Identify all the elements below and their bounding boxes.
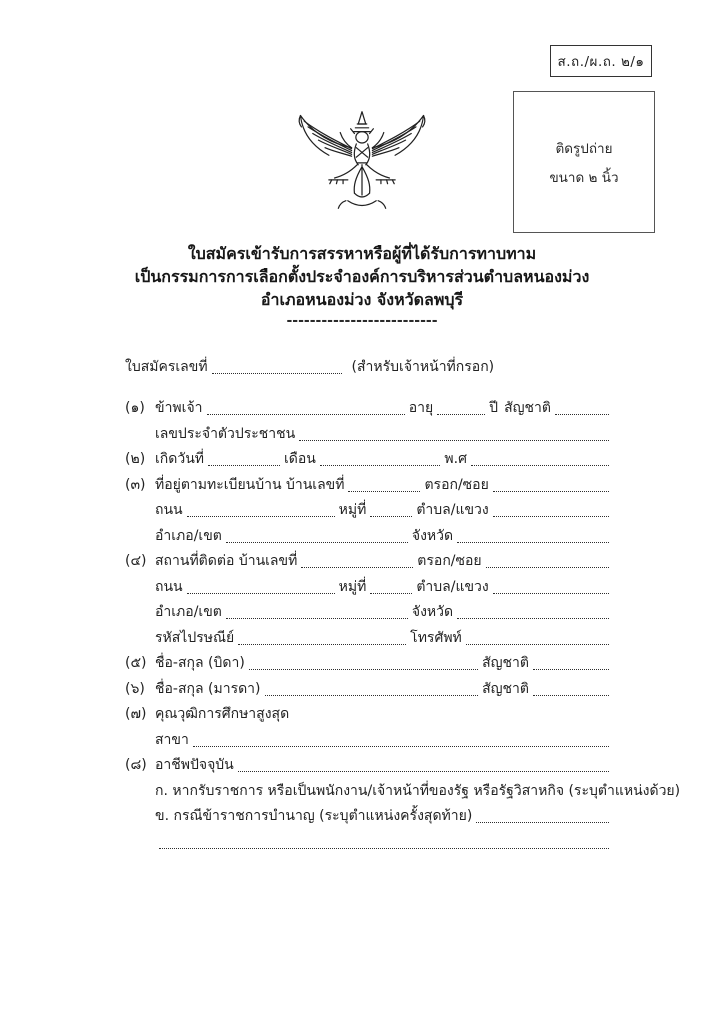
form-row-continuation [125,827,613,853]
field-label-nationality: สัญชาติ [482,680,529,697]
fill-line [437,413,485,415]
field-label-occupation: อาชีพปัจจุบัน [155,757,234,773]
form-row-item2 [125,445,613,471]
form-title-line2: เป็นกรรมการการเลือกตั้งประจำองค์การบริหารส่วนตำบลหนองม่วง [134,267,590,286]
fill-line [533,668,609,670]
field-label-tambon: ตำบล/แขวง [416,502,489,518]
fill-line [249,668,478,670]
form-row-item3-district [125,521,613,547]
field-label-tambon: ตำบล/แขวง [416,578,489,595]
field-label-retired-officer: ข. กรณีข้าราชการบำนาญ (ระบุตำแหน่งครั้งสุดท้าย) [155,808,473,824]
fill-line [238,643,406,645]
fill-line [533,694,609,696]
photo-box-line2: ขนาด ๒ นิ้ว [549,169,619,186]
fill-line [212,372,342,374]
item-number: (๑) [125,400,145,416]
field-label-postal-code: รหัสไปรษณีย์ [155,629,235,646]
field-label-age: อายุ [408,400,434,416]
form-row-application-no [125,352,613,378]
field-label-soi: ตรอก/ซอย [424,476,489,493]
fill-line [187,592,335,594]
field-label-moo: หมู่ที่ [338,578,367,595]
field-label-father-name: ชื่อ-สกุล (บิดา) [155,655,245,671]
field-label-phone: โทรศัพท์ [410,629,462,646]
fill-line [301,566,413,568]
title-divider: -------------------------- [286,313,438,329]
application-no-note: (สำหรับเจ้าหน้าที่กรอก) [351,358,495,375]
form-row-citizen-id [125,419,613,445]
field-label-era: พ.ศ [444,451,467,467]
form-row-item8b [125,802,613,828]
field-label-mother-name: ชื่อ-สกุล (มารดา) [155,680,261,697]
fill-line [493,592,609,594]
field-label-contact-address: สถานที่ติดต่อ บ้านเลขที่ [155,553,298,569]
item-number: (๕) [125,655,147,671]
fill-line [493,490,609,492]
fill-line [471,464,609,466]
form-title-line3: อำเภอหนองม่วง จังหวัดลพบุรี [260,290,464,309]
item-number: (๒) [125,451,146,467]
field-label-province: จังหวัด [411,527,454,544]
fill-line [265,694,479,696]
fill-line [226,541,408,543]
fill-line [476,821,609,823]
fill-line [457,541,609,543]
form-row-item7-field [125,725,613,751]
field-label-soi: ตรอก/ซอย [417,553,482,569]
item-number: (๖) [125,680,145,697]
field-label-amphoe: อำเภอ/เขต [155,604,222,620]
field-label-registered-address: ที่อยู่ตามทะเบียนบ้าน บ้านเลขที่ [155,476,345,493]
field-label-province: จังหวัด [411,604,454,620]
form-code-box [550,45,652,77]
field-label-nationality: สัญชาติ [482,655,529,671]
field-label-citizen-id: เลขประจำตัวประชาชน [155,425,296,442]
field-label-road: ถนน [155,578,183,595]
fill-line [555,413,609,415]
field-label-amphoe: อำเภอ/เขต [155,527,222,544]
field-label-road: ถนน [155,502,183,518]
photo-box-line1: ติดรูปถ่าย [555,140,613,157]
form-row-item3-road [125,496,613,522]
field-label-name: ข้าพเจ้า [155,400,203,416]
fill-line [370,515,412,517]
field-label-education: คุณวุฒิการศึกษาสูงสุด [155,706,290,722]
form-row-item4-district [125,598,613,624]
fill-line [193,745,609,747]
field-label-birthdate: เกิดวันที่ [155,451,205,467]
form-row-item7 [125,700,613,726]
form-row-item4-road [125,572,613,598]
fill-line [486,566,609,568]
form-body [125,352,681,853]
form-row-item4 [125,547,613,573]
fill-line [320,464,441,466]
fill-line [207,413,405,415]
form-code-label: ส.ถ./ผ.ถ. ๒/๑ [557,54,645,70]
fill-line [466,643,609,645]
field-label-government-officer: ก. หากรับราชการ หรือเป็นพนักงาน/เจ้าหน้าที่ของรัฐ หรือรัฐวิสาหกิจ (ระบุตำแหน่งด้วย) [155,782,681,799]
field-label-moo: หมู่ที่ [338,502,367,518]
form-row-item5 [125,649,613,675]
application-no-label: ใบสมัครเลขที่ [125,358,208,375]
field-label-month: เดือน [284,451,316,467]
field-label-major: สาขา [155,731,189,748]
field-label-nationality: สัญชาติ [504,400,551,416]
fill-line [226,617,408,619]
form-row-item8 [125,751,613,777]
item-number: (๘) [125,757,147,773]
fill-line [187,515,335,517]
form-row-item6 [125,674,613,700]
fill-line [159,847,609,849]
form-row-item3 [125,470,613,496]
form-row-item4-postal [125,623,613,649]
form-title [0,242,724,311]
item-number: (๓) [125,476,146,493]
item-number: (๔) [125,553,147,569]
fill-line [493,515,609,517]
photo-attach-box [513,91,655,233]
garuda-emblem-icon [291,109,433,229]
form-title-line1: ใบสมัครเข้ารับการสรรหาหรือผู้ที่ได้รับการทาบทาม [187,244,537,263]
field-label-year: ปี [489,400,499,416]
form-row-item1 [125,394,613,420]
fill-line [370,592,412,594]
fill-line [348,490,420,492]
fill-line [457,617,609,619]
fill-line [299,439,609,441]
item-number: (๗) [125,706,147,722]
form-row-item8a [125,776,681,802]
fill-line [238,770,609,772]
fill-line [208,464,280,466]
